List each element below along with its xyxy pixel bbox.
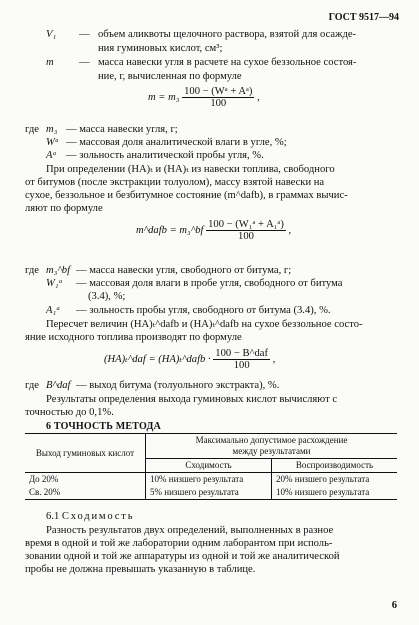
definition-m3: — масса навески угля, г; bbox=[66, 124, 178, 135]
paragraph-line: пробы не должна превышать указанную в таблице. bbox=[25, 564, 256, 575]
paragraph-line: Пересчет величин (HA)ₜ^dafb и (HA)ₜ^dafb на сухое беззольное состо- bbox=[46, 319, 363, 330]
definition-v1-line2: ния гуминовых кислот, см³; bbox=[98, 43, 223, 54]
symbol-aa: Aᵃ bbox=[46, 150, 57, 161]
table-group-header bbox=[146, 434, 398, 459]
table-cell: 10% низшего результата bbox=[272, 486, 397, 500]
definition-w1a: — массовая доля влаги в пробе угля, свободного от битума bbox=[76, 278, 343, 289]
section-title: 6 ТОЧНОСТЬ МЕТОДА bbox=[46, 421, 162, 432]
standard-header: ГОСТ 9517—94 bbox=[328, 12, 399, 23]
formula-tail: , bbox=[288, 224, 292, 236]
formula-lhs: (HA)ₜ^daf = (HA)ₜ^dafb · bbox=[104, 353, 211, 365]
paragraph-line: ляют по формуле bbox=[25, 203, 103, 214]
definition-bdaf: — выход битума (толуольного экстракта), %. bbox=[76, 380, 280, 391]
table-cell: 5% низшего результата bbox=[146, 486, 272, 500]
formula-tail: , bbox=[272, 353, 276, 365]
symbol-m: m bbox=[46, 57, 54, 68]
subsection-number: 6.1 bbox=[46, 511, 60, 522]
fraction-numerator: 100 − (Wᵃ + Aᵃ) bbox=[184, 86, 253, 97]
table-cell: 10% низшего результата bbox=[146, 473, 272, 487]
symbol-w1a: W₁ᵃ bbox=[46, 278, 63, 289]
fraction-denominator: 100 bbox=[210, 98, 227, 109]
table-header-yield: Выход гуминовых кислот bbox=[25, 434, 146, 473]
subsection-title: Сходимость bbox=[61, 511, 135, 522]
paragraph-line: Результаты определения выхода гуминовых кислот вычисляют с bbox=[46, 394, 338, 405]
dash: — bbox=[79, 29, 90, 40]
fraction-numerator: 100 − B^daf bbox=[215, 348, 269, 359]
where-label: где bbox=[25, 265, 39, 276]
accuracy-table bbox=[25, 433, 397, 500]
table-cell: 20% низшего результата bbox=[272, 473, 397, 487]
paragraph-line: сухое, беззольное и безбитумное состояние (m^dafb), в граммах вычис- bbox=[25, 190, 348, 201]
symbol-a1a: A₁ᵃ bbox=[46, 305, 61, 316]
definition-m3bf: — масса навески угля, свободного от битума, г; bbox=[76, 265, 292, 276]
definition-v1-line1: объем аликвоты щелочного раствора, взятой для осажде- bbox=[98, 29, 357, 40]
definition-aa: — зольность аналитической пробы угля, %. bbox=[66, 150, 264, 161]
formula-fraction bbox=[206, 219, 286, 242]
fraction-denominator: 100 bbox=[238, 231, 254, 242]
where-label: где bbox=[25, 380, 39, 391]
definition-w1a-cont: (3.4), %; bbox=[88, 291, 126, 302]
table-row bbox=[25, 473, 397, 487]
table-row bbox=[25, 486, 397, 500]
where-label: где bbox=[25, 124, 39, 135]
formula-fraction bbox=[182, 86, 254, 109]
paragraph-line: от битумов (после экстракции толуолом), массу взятой навески на bbox=[25, 177, 325, 188]
paragraph-line: точностью до 0,1%. bbox=[25, 407, 114, 418]
formula-tail: , bbox=[257, 91, 260, 103]
symbol-bdaf: B^daf bbox=[46, 380, 71, 391]
paragraph-line: время в одной и той же лаборатории одним лаборантом при исполь- bbox=[25, 538, 333, 549]
table-cell: До 20% bbox=[29, 474, 59, 484]
page-number: 6 bbox=[391, 600, 397, 611]
definition-m-line1: масса навески угля в расчете на сухое беззольное состоя- bbox=[98, 57, 357, 68]
table-header-reproducibility: Воспроизводимость bbox=[272, 459, 397, 473]
definition-wa: — массовая доля аналитической влаги в угле, %; bbox=[66, 137, 287, 148]
formula-m bbox=[148, 86, 260, 109]
formula-lhs: m = m₃ bbox=[148, 91, 180, 103]
paragraph-line: Разность результатов двух определений, выполненных в разное bbox=[46, 525, 334, 536]
symbol-m3: m₃ bbox=[46, 124, 58, 135]
group-header-line2: между результатами bbox=[232, 446, 311, 456]
fraction-numerator: 100 − (W₁ᵃ + A₁ᵃ) bbox=[208, 219, 284, 230]
definition-a1a: — зольность пробы угля, свободного от битума (3.4), %. bbox=[76, 305, 331, 316]
definition-m-line2: ние, г, вычисленная по формуле bbox=[98, 71, 242, 82]
formula-fraction bbox=[213, 348, 270, 371]
symbol-wa: Wᵃ bbox=[46, 137, 60, 148]
subsection-heading bbox=[46, 510, 134, 523]
group-header-line1: Максимально допустимое расхождение bbox=[195, 435, 348, 445]
formula-mdafb bbox=[136, 219, 291, 242]
symbol-v1: V₁ bbox=[46, 29, 57, 40]
formula-lhs: m^dafb = m₃^bf bbox=[136, 224, 204, 236]
paragraph-line: зовании одной и той же аппаратуры из одной и той же аналитической bbox=[25, 551, 340, 562]
fraction-denominator: 100 bbox=[233, 360, 250, 371]
paragraph-line: яние исходного топлива производят по формуле bbox=[25, 332, 242, 343]
table-header-repeatability: Сходимость bbox=[146, 459, 272, 473]
paragraph-line: При определении (HA)ₜ и (HA)ₜ из навески топлива, свободного bbox=[46, 164, 335, 175]
dash: — bbox=[79, 57, 90, 68]
table-cell: Св. 20% bbox=[25, 486, 146, 500]
symbol-m3bf: m₃^bf bbox=[46, 265, 71, 276]
formula-recalc bbox=[104, 348, 275, 371]
